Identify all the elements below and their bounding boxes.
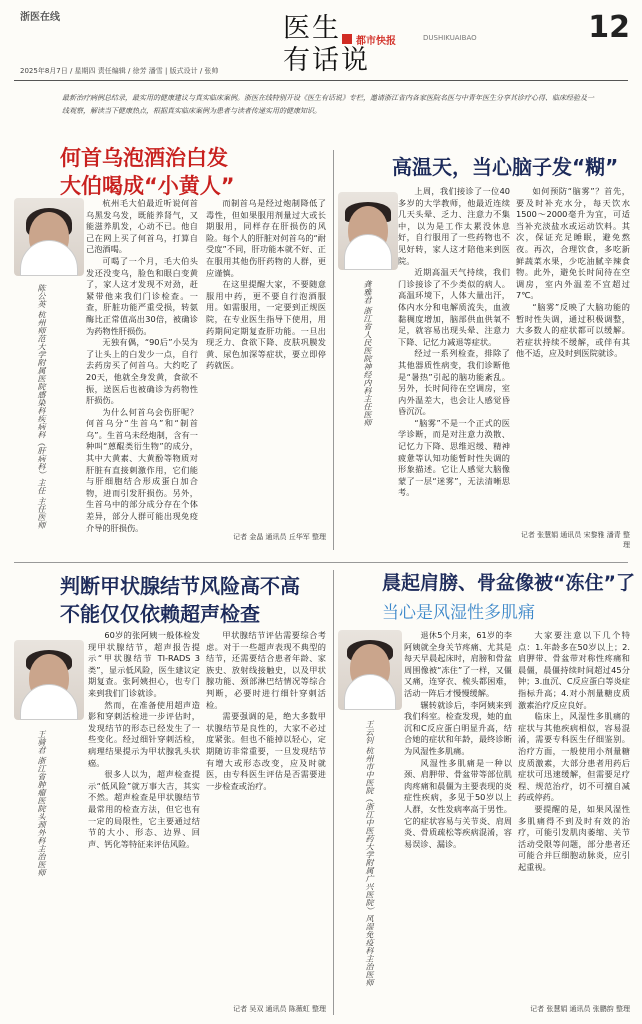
article2-paragraph: “脑雾”反映了大脑功能的暂时性失调，通过积极调整，大多数人的症状都可以缓解。若症状持续不缓解，或伴有其他不适，应及时到医院就诊。 <box>516 301 630 359</box>
article2-paragraph: 经过一系列检查，排除了其他器质性病变，我们诊断他是“暑热”引起的脑功能紊乱。另外，长时间待在空调房，室内外温差大，也会让人感觉昏昏沉沉。 <box>398 348 510 417</box>
article2-paragraph: “脑雾”不是一个正式的医学诊断，而是对注意力涣散、记忆力下降、思维迟缓、精神疲惫等认知功能暂时性失调的形象描述。它让人感觉大脑像蒙了一层“迷雾”，无法清晰思考。 <box>398 417 510 498</box>
article2-signature: 记者 张慧娟 通讯员 宋黎雅 潘青 整理 <box>520 531 630 549</box>
article2-paragraph: 上周，我们接诊了一位40多岁的大学教师，他最近连续几天头晕、乏力、注意力不集中，以为是工作太累没休息好，自行服用了一些药物也不见好转，家人这才陪他来到医院。 <box>398 186 510 266</box>
article3-title-line2: 不能仅仅依赖超声检查 <box>60 602 260 626</box>
header-divider <box>14 80 628 81</box>
article4-author-caption: 王云钊 杭州市中医院（浙江中医药大学附属广兴医院）风湿免疫科主治医师 <box>365 720 374 987</box>
article2-title: 高温天，当心脑子发“糊” <box>392 155 619 179</box>
article3-title-line1: 判断甲状腺结节风险高不高 <box>60 574 300 598</box>
article3-paragraph: 需要强调的是，绝大多数甲状腺结节是良性的，大家不必过度紧张。但也不能掉以轻心，定期随访非常重要，一旦发现结节有增大或形态改变，应及时就医，由专科医生评估是否需要进一步检查或治疗。 <box>206 711 326 791</box>
article1-paragraph: 可喝了一个月，毛大伯头发还没变乌，脸色和眼白变黄了，家人这才发现不对劲，赶紧带他来我们门诊检查。一查，肝脏功能严重受损，转氨酶比正常值高出30倍，被确诊为药物性肝损伤。 <box>86 255 198 336</box>
article1-paragraph: 而制首乌是经过炮制降低了毒性，但如果服用剂量过大或长期服用，同样存在肝损伤的风险。每个人的肝脏对何首乌的“耐受度”不同，肝功能本就不好、正在服用其他伤肝药物的人群，更应谨慎。 <box>206 198 326 278</box>
issue-meta: 2025年8月7日 / 星期四 责任编辑 / 徐芳 潘雪 | 版式设计 / 张帅 <box>20 67 219 75</box>
article3-paragraph: 很多人以为，超声检查提示“低风险”就万事大吉，其实不然。超声检查是甲状腺结节最常用的检查方法，但它也有一定的局限性，它主要通过结节的大小、形态、边界、回声、钙化等特征来评估风险。 <box>88 769 200 849</box>
doctor-photo <box>14 198 84 276</box>
article4-body-col1 <box>404 630 512 1018</box>
article2-paragraph: 如何预防“脑雾”？首先，要及时补充水分，每天饮水1500～2000毫升为宜，可适当补充淡盐水或运动饮料。其次，保证充足睡眠，避免熬夜。再次，合理饮食，多吃新鲜蔬菜水果，少吃油腻辛辣食物。此外，避免长时间待在空调房，室内外温差不宜超过7℃。 <box>516 186 630 301</box>
column-title-line2: 有话说 <box>283 45 370 76</box>
column-intro: 最新治疗病例总结录，最实用的健康建议与真实临床案例。浙医在线特别开设《医生有话说》专栏，邀请浙江省内各家医院名医与中青年医生分享其诊疗心得、临床经验及一线观察，解读当下健康热点，根据真实临床案例为患者与读者传递实用的健康知识。 <box>62 94 594 115</box>
article4-body-col2 <box>518 630 630 1000</box>
article1-paragraph: 在这里提醒大家，不要随意服用中药，更不要自行泡酒服用。如需服用，一定要到正规医院，在专业医生指导下使用，用药期间定期复查肝功能。一旦出现乏力、食欲下降、皮肤巩膜发黄、尿色加深等症状，要立即停药就医。 <box>206 279 326 371</box>
article1-title <box>60 144 235 200</box>
section-divider <box>14 562 628 563</box>
article2-paragraph: 近期高温天气持续，我们门诊接诊了不少类似的病人。高温环境下，人体大量出汗，体内水分和电解质流失，血液黏稠度增加，脑部供血供氧不足，就容易出现头晕、注意力下降、记忆力减退等症状。 <box>398 267 510 347</box>
brand-name: 都市快报 <box>356 36 396 47</box>
page-number: 12 <box>588 10 630 45</box>
article4-signature: 记者 张慧娟 通讯员 张鹏韵 整理 <box>530 1005 630 1013</box>
article3-title <box>60 572 300 628</box>
article1-body-col1 <box>86 198 198 543</box>
column-divider <box>333 150 334 550</box>
article4-paragraph: 大家要注意以下几个特点：1.年龄多在50岁以上；2.肩胛带、骨盆带对称性疼痛和晨僵，晨僵持续时间超过45分钟；3.血沉、C反应蛋白等炎症指标升高；4.对小剂量糖皮质激素治疗反应良好。 <box>518 630 630 710</box>
article1-signature: 记者 金晶 通讯员 丘华军 整理 <box>233 533 326 541</box>
article4-paragraph: 退休5个月来，61岁的李阿姨就全身关节疼痛、尤其是每天早晨起床时，肩膀和骨盆周围像被“冻住”了一样，又僵又痛，连穿衣、梳头都困难，活动一阵后才慢慢缓解。 <box>404 630 512 698</box>
column-divider <box>333 570 334 1015</box>
doctor-photo <box>338 192 398 270</box>
article3-body-col2 <box>206 630 326 1000</box>
brand-name-en: DUSHIKUAIBAO <box>423 34 477 42</box>
article4-paragraph: 要提醒的是，如果风湿性多肌痛得不到及时有效的治疗，可能引发肌肉萎缩、关节活动受限等问题，部分患者还可能合并巨细胞动脉炎，应引起重视。 <box>518 803 630 872</box>
article4-paragraph: 临床上，风湿性多肌痛的症状与其他疾病相似，容易混淆，需要专科医生仔细鉴别。治疗方面，一般使用小剂量糖皮质激素，大部分患者用药后症状可迅速缓解，但需要足疗程、规范治疗，切不可擅自减药或停药。 <box>518 711 630 803</box>
article2-body-col2 <box>516 186 630 526</box>
article1-paragraph: 为什么何首乌会伤肝呢？何首乌分“生首乌”和“制首乌”。生首乌未经炮制，含有一种叫“蒽醌类衍生物”的成分，其中大黄素、大黄酚等物质对肝脏有直接刺激作用，它们能与肝细胞结合形成蛋白加合物，进而引发肝损伤。另外，生首乌中的部分成分存在个体差异，部分人群可能出现免疫介导的肝损伤。 <box>86 406 198 533</box>
article3-paragraph: 然而，在准备使用超声造影和穿刺活检进一步评估时，发现结节的形态已经发生了一些变化。经过细针穿刺活检，病理结果提示为甲状腺乳头状癌。 <box>88 699 200 768</box>
article1-title-line2: 大伯喝成“小黄人” <box>60 174 235 198</box>
article2-author-caption: 龚雅君 浙江省人民医院神经内科主任医师 <box>363 280 372 427</box>
site-logo: 浙医在线 <box>20 12 60 23</box>
article1-author-caption: 陈公英 杭州师范大学附属医院感染科疾病科（肝病科）主任 主任医师 <box>37 284 46 530</box>
article4-paragraph: 辗转就诊后，李阿姨来到我们科室。检查发现，她的血沉和C反应蛋白明显升高，结合她的症状和年龄，最终诊断为风湿性多肌痛。 <box>404 699 512 756</box>
article3-signature: 记者 吴双 通讯员 陈薇虹 整理 <box>233 1005 326 1013</box>
article4-title: 晨起肩膀、骨盆像被“冻住”了 <box>382 572 635 594</box>
article4-paragraph: 风湿性多肌痛是一种以颈、肩胛带、骨盆带等部位肌肉疼痛和晨僵为主要表现的炎症性疾病，多见于50岁以上人群，女性发病率高于男性。它的症状容易与关节炎、肩周炎、骨质疏松等疾病混淆，容易误诊、漏诊。 <box>404 757 512 849</box>
article3-body-col1 <box>88 630 200 1015</box>
article3-paragraph: 60岁的张阿姨一般体检发现甲状腺结节，超声报告提示“甲状腺结节 TI-RADS 3类”，显示低风险，医生建议定期复查。张阿姨担心，也专门来到我们门诊就诊。 <box>88 630 200 698</box>
article1-title-line1: 何首乌泡酒治白发 <box>60 146 228 170</box>
doctor-photo <box>14 640 84 720</box>
article2-body-col1 <box>398 186 510 548</box>
article3-author-caption: 王骑君 浙江省肿瘤医院头颈外科主治医师 <box>37 730 46 877</box>
brand-logo-icon <box>342 34 352 44</box>
article1-body-col2 <box>206 198 326 530</box>
article1-paragraph: 无独有偶，“90后”小吴为了让头上的白发少一点，自行去药房买了何首乌。大约吃了20天，他就全身发黄，食欲不振，送医后也被确诊为药物性肝损伤。 <box>86 337 198 406</box>
column-title-line1: 医生 <box>283 13 341 44</box>
article4-subtitle: 当心是风湿性多肌痛 <box>382 603 535 623</box>
doctor-photo <box>338 630 402 710</box>
article3-paragraph: 甲状腺结节评估需要综合考虑。对于一些超声表现不典型的结节，还需要结合患者年龄、家族史、放射线接触史，以及甲状腺功能、颈部淋巴结情况等综合判断，必要时进行细针穿刺活检。 <box>206 630 326 710</box>
article1-paragraph: 杭州毛大伯最近听说何首乌黑发乌发，既能养肾气，又能滋养肌发，心动不已。他自己在网上买了何首乌，打算自己泡酒喝。 <box>86 198 198 255</box>
